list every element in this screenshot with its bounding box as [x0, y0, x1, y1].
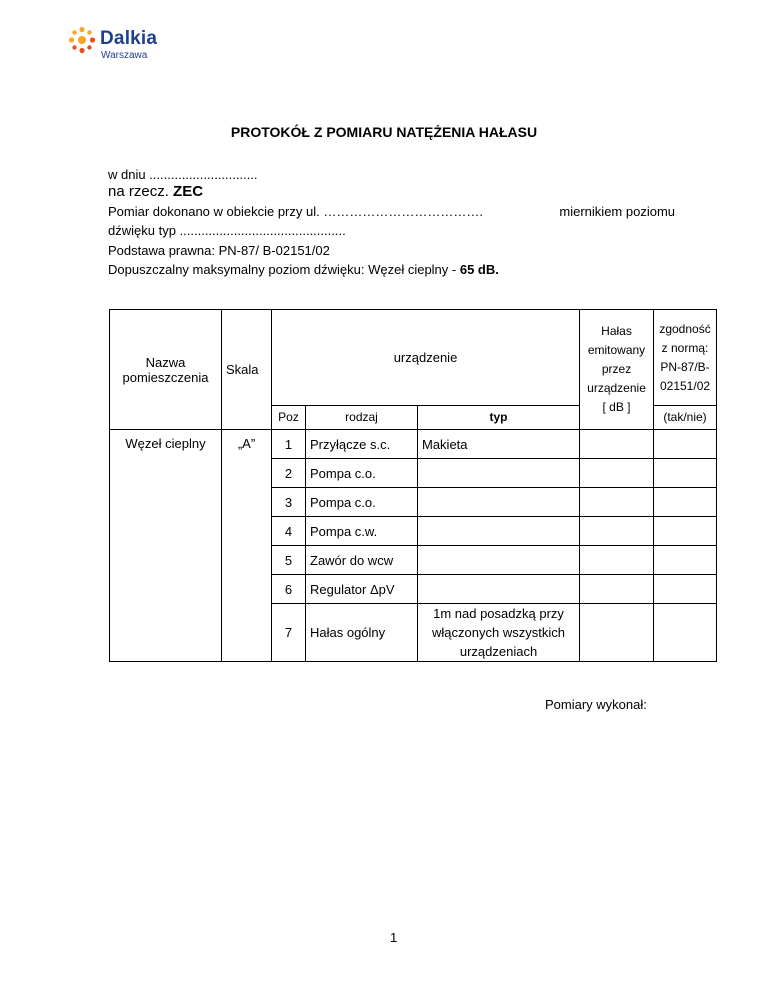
noise-limit-label: Dopuszczalny maksymalny poziom dźwięku: Węzeł cieplny - [108, 262, 460, 277]
logo-wordmark: Dalkia [100, 28, 158, 49]
position-cell: 5 [272, 546, 306, 575]
measurement-line [108, 204, 675, 219]
noise-cell [580, 517, 654, 546]
measurement-table [109, 309, 717, 662]
table-row [110, 430, 717, 459]
noise-limit-value: 65 dB. [459, 262, 499, 277]
signature-label: Pomiary wykonał: [545, 697, 647, 712]
kind-cell: Hałas ogólny [306, 604, 418, 662]
header-yes-no: (tak/nie) [654, 406, 717, 430]
kind-cell: Pompa c.o. [306, 488, 418, 517]
noise-cell [580, 546, 654, 575]
type-cell [418, 488, 580, 517]
type-cell [418, 546, 580, 575]
type-cell: 1m nad posadzką przy włączonych wszystkich urządzeniach [418, 604, 580, 662]
compliance-cell [654, 430, 717, 459]
dalkia-logo-icon [68, 26, 96, 54]
room-value: Węzeł cieplny [110, 430, 222, 662]
header-scale: Skala [222, 310, 272, 430]
position-cell: 3 [272, 488, 306, 517]
header-type: typ [418, 406, 580, 430]
measurement-location: Pomiar dokonano w obiekcie przy ul. ………………………………. [108, 204, 483, 219]
kind-cell: Pompa c.o. [306, 459, 418, 488]
header-noise-emitted: Hałas emitowany przez urządzenie [ dB ] [580, 310, 654, 430]
noise-cell [580, 575, 654, 604]
compliance-cell [654, 459, 717, 488]
compliance-cell [654, 575, 717, 604]
device-type-line: dźwięku typ .............................................. [108, 223, 346, 238]
header-room-name: Nazwa pomieszczenia [110, 310, 222, 430]
compliance-cell [654, 517, 717, 546]
type-cell [418, 517, 580, 546]
header-device: urządzenie [272, 310, 580, 406]
logo-city: Warszawa [101, 50, 148, 61]
header-kind: rodzaj [306, 406, 418, 430]
client-name: ZEC [173, 183, 204, 200]
kind-cell: Zawór do wcw [306, 546, 418, 575]
type-cell [418, 575, 580, 604]
type-cell [418, 459, 580, 488]
position-cell: 7 [272, 604, 306, 662]
position-cell: 4 [272, 517, 306, 546]
kind-cell: Pompa c.w. [306, 517, 418, 546]
compliance-cell [654, 604, 717, 662]
noise-cell [580, 430, 654, 459]
client-prefix: na rzecz. [108, 183, 169, 200]
noise-limit-line [108, 262, 499, 277]
type-cell: Makieta [418, 430, 580, 459]
noise-cell [580, 459, 654, 488]
noise-cell [580, 604, 654, 662]
client-line [108, 183, 203, 200]
position-cell: 2 [272, 459, 306, 488]
compliance-cell [654, 488, 717, 517]
header-position: Poz [272, 406, 306, 430]
kind-cell: Przyłącze s.c. [306, 430, 418, 459]
legal-basis-line: Podstawa prawna: PN-87/ B-02151/02 [108, 243, 330, 258]
scale-value: „A” [222, 430, 272, 662]
compliance-cell [654, 546, 717, 575]
header-compliance: zgodność z normą: PN-87/B- 02151/02 [654, 310, 717, 406]
kind-cell: Regulator ΔpV [306, 575, 418, 604]
measurement-meter: miernikiem poziomu [559, 204, 675, 219]
position-cell: 1 [272, 430, 306, 459]
document-title: PROTOKÓŁ Z POMIARU NATĘŻENIA HAŁASU [230, 124, 538, 140]
noise-cell [580, 488, 654, 517]
date-line: w dniu .............................. [108, 167, 258, 182]
page-number: 1 [390, 930, 398, 945]
position-cell: 6 [272, 575, 306, 604]
